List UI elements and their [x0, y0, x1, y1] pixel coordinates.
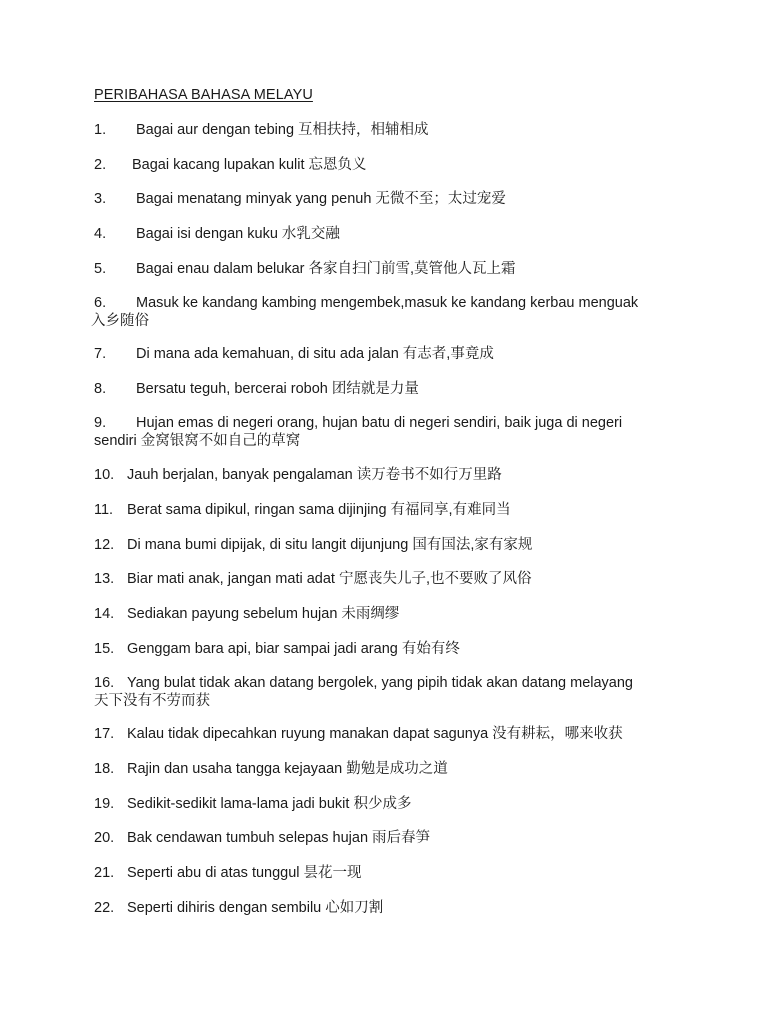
list-item	[94, 570, 684, 588]
item-text: Bagai aur dengan tebing 互相扶持，相辅相成	[136, 122, 429, 138]
item-number: 12.	[94, 537, 115, 553]
item-text-continuation: 入乡随俗	[91, 313, 149, 329]
item-number: 5.	[94, 261, 107, 277]
document-title: PERIBAHASA BAHASA MELAYU	[94, 87, 313, 103]
item-text: Bak cendawan tumbuh selepas hujan 雨后春笋	[127, 830, 431, 846]
list-item	[94, 864, 684, 882]
item-text: Yang bulat tidak akan datang bergolek, yang pipih tidak akan datang melayang	[127, 675, 633, 691]
item-number: 4.	[94, 226, 107, 242]
list-item	[94, 640, 684, 658]
item-number: 17.	[94, 726, 115, 742]
list-item	[94, 190, 684, 208]
item-number: 19.	[94, 796, 115, 812]
item-text: Bagai menatang minyak yang penuh 无微不至；太过宠爱	[136, 191, 506, 207]
list-item	[94, 760, 684, 778]
item-number: 2.	[94, 157, 107, 173]
item-text: Di mana ada kemahuan, di situ ada jalan 有志者,事竟成	[136, 346, 494, 362]
list-item	[94, 345, 684, 363]
item-text: Rajin dan usaha tangga kejayaan 勤勉是成功之道	[127, 761, 448, 777]
item-text: Seperti dihiris dengan sembilu 心如刀割	[127, 900, 384, 916]
list-item	[94, 536, 684, 554]
item-text: Jauh berjalan, banyak pengalaman 读万卷书不如行万里路	[127, 467, 502, 483]
item-text: Bagai kacang lupakan kulit 忘恩负义	[132, 157, 367, 173]
item-text: Seperti abu di atas tunggul 昙花一现	[127, 865, 362, 881]
item-text: Bagai enau dalam belukar 各家自扫门前雪,莫管他人瓦上霜	[136, 261, 516, 277]
item-text: Hujan emas di negeri orang, hujan batu di negeri sendiri, baik juga di negeri	[136, 415, 623, 431]
list-item	[91, 294, 684, 330]
item-number: 14.	[94, 606, 115, 622]
list-item	[94, 725, 684, 743]
item-number: 11.	[94, 502, 114, 518]
item-text: Sediakan payung sebelum hujan 未雨绸缪	[127, 606, 400, 622]
item-number: 6.	[94, 295, 107, 311]
item-number: 1.	[94, 122, 107, 138]
item-number: 10.	[94, 467, 115, 483]
item-number: 20.	[94, 830, 115, 846]
list-item	[94, 121, 684, 139]
list-item	[94, 605, 684, 623]
list-item	[94, 466, 684, 484]
item-text: Kalau tidak dipecahkan ruyung manakan dapat sagunya 没有耕耘，哪来收获	[127, 726, 623, 742]
list-item	[94, 414, 684, 450]
item-text: Genggam bara api, biar sampai jadi arang 有始有终	[127, 641, 460, 657]
item-text: Biar mati anak, jangan mati adat 宁愿丧失儿子,也不要败了风俗	[127, 571, 532, 587]
list-item	[94, 795, 684, 813]
list-item	[94, 380, 684, 398]
item-text-continuation: 天下没有不劳而获	[94, 693, 210, 709]
item-number: 8.	[94, 381, 107, 397]
item-number: 7.	[94, 346, 107, 362]
list-item	[94, 501, 684, 519]
item-text: Di mana bumi dipijak, di situ langit dijunjung 国有国法,家有家规	[127, 537, 533, 553]
item-number: 22.	[94, 900, 115, 916]
list-item	[94, 674, 684, 710]
list-item	[94, 829, 684, 847]
list-item	[94, 899, 684, 917]
item-number: 18.	[94, 761, 115, 777]
item-number: 9.	[94, 415, 107, 431]
item-text: Berat sama dipikul, ringan sama dijinjing 有福同享,有难同当	[127, 502, 511, 518]
item-number: 15.	[94, 641, 115, 657]
item-text-continuation: sendiri 金窝银窝不如自己的草窝	[94, 433, 301, 449]
list-item	[94, 260, 684, 278]
list-item	[94, 156, 684, 174]
item-text: Sedikit-sedikit lama-lama jadi bukit 积少成多	[127, 796, 412, 812]
item-number: 3.	[94, 191, 107, 207]
item-number: 13.	[94, 571, 115, 587]
item-text: Bersatu teguh, bercerai roboh 团结就是力量	[136, 381, 419, 397]
item-number: 16.	[94, 675, 115, 691]
item-number: 21.	[94, 865, 115, 881]
item-text: Masuk ke kandang kambing mengembek,masuk ke kandang kerbau menguak	[136, 295, 639, 311]
item-text: Bagai isi dengan kuku 水乳交融	[136, 226, 340, 242]
list-item	[94, 225, 684, 243]
